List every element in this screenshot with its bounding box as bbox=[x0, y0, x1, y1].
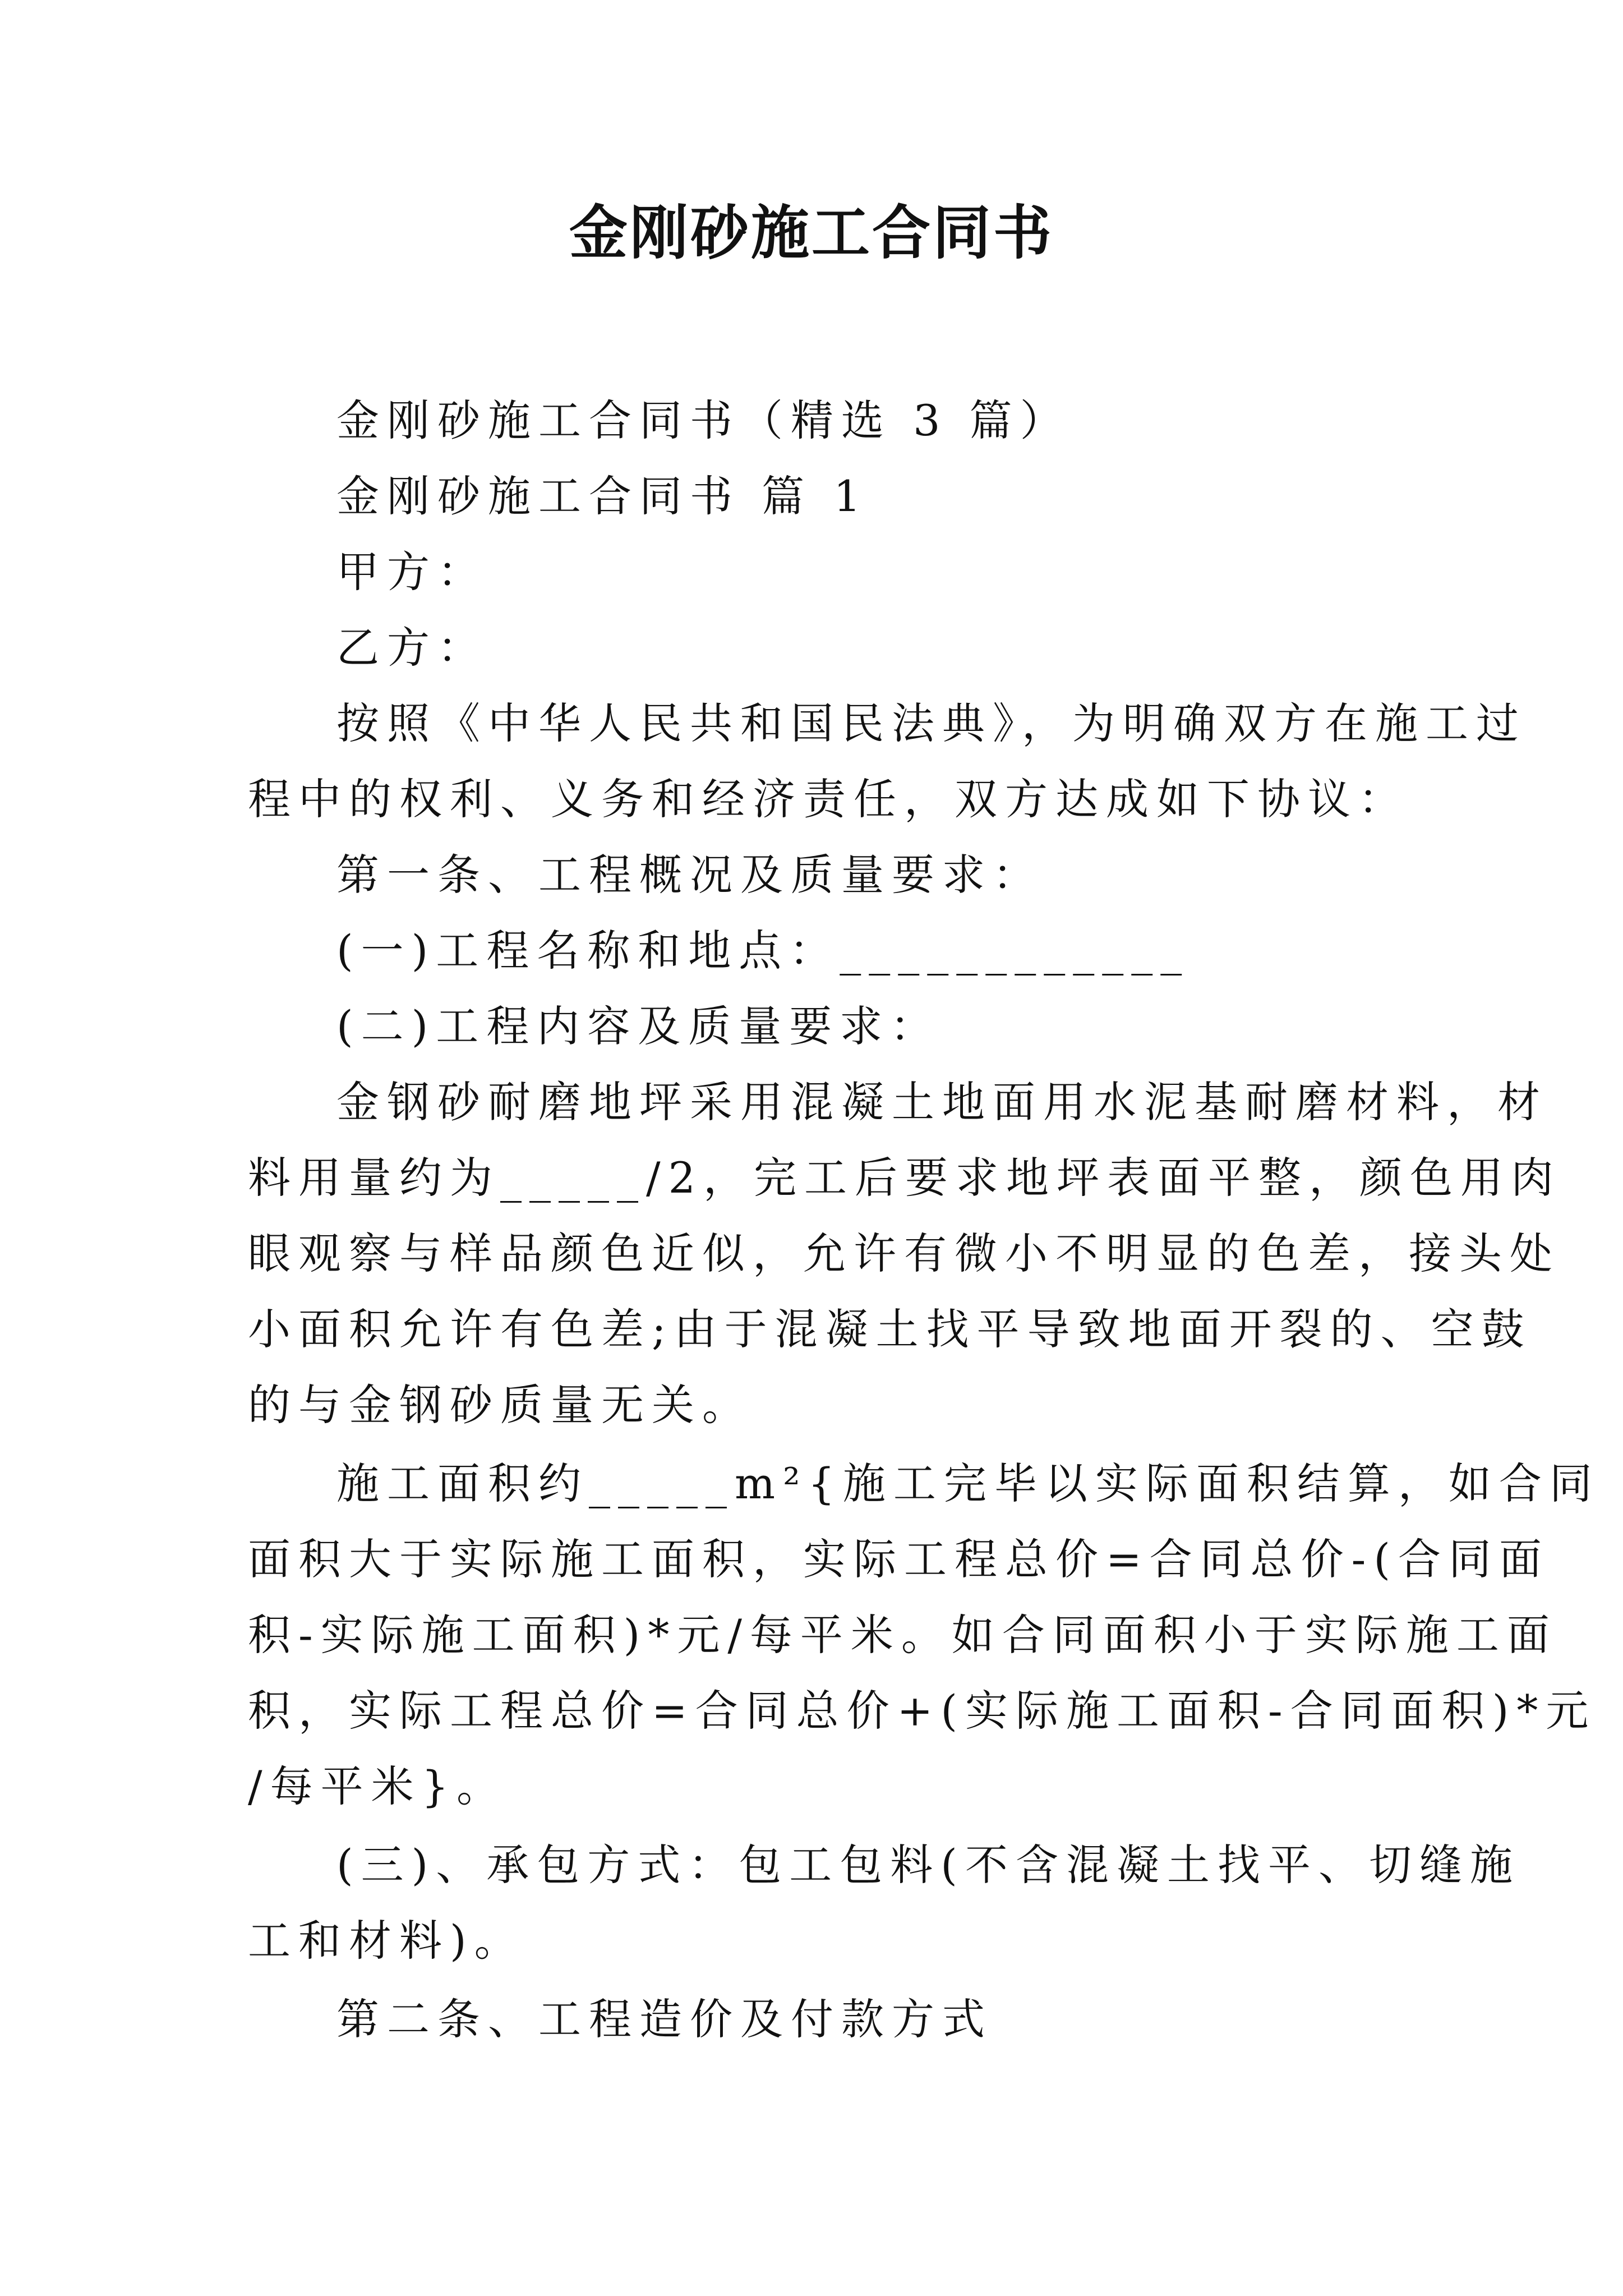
subtitle-line: 金刚砂施工合同书（精选 3 篇） bbox=[336, 395, 1071, 445]
party-b-line: 乙方： bbox=[336, 623, 488, 673]
paragraph-line: 眼观察与样品颜色近似，允许有微小不明显的色差，接头处 bbox=[248, 1228, 1560, 1278]
paragraph-line: 工和材料)。 bbox=[248, 1916, 525, 1966]
article-heading-line: 第一条、工程概况及质量要求： bbox=[336, 850, 1043, 900]
article-heading-line: 第二条、工程造价及付款方式 bbox=[336, 1994, 993, 2044]
document-title: 金刚砂施工合同书 bbox=[569, 198, 1054, 267]
paragraph-line: 料用量约为_____/2，完工后要求地坪表面平整，颜色用肉 bbox=[248, 1153, 1561, 1203]
paragraph-line: 面积大于实际施工面积，实际工程总价=合同总价-(合同面 bbox=[248, 1534, 1550, 1584]
paragraph-line: 按照《中华人民共和国民法典》，为明确双方在施工过 bbox=[336, 698, 1527, 748]
paragraph-line: (三)、承包方式：包工包料(不含混凝土找平、切缝施 bbox=[336, 1840, 1520, 1890]
paragraph-line: 积-实际施工面积)*元/每平米。如合同面积小于实际施工面 bbox=[248, 1610, 1557, 1660]
paragraph-line: 积，实际工程总价=合同总价+(实际施工面积-合同面积)*元 bbox=[248, 1686, 1597, 1736]
paragraph-line: /每平米}。 bbox=[248, 1761, 507, 1811]
clause-line: (二)工程内容及质量要求： bbox=[336, 1001, 941, 1051]
paragraph-line: 小面积允许有色差;由于混凝土找平导致地面开裂的、空鼓 bbox=[248, 1304, 1532, 1354]
paragraph-line: 程中的权利、义务和经济责任，双方达成如下协议： bbox=[248, 774, 1409, 824]
paragraph-line: 施工面积约_____m²{施工完毕以实际面积结算，如合同 bbox=[336, 1458, 1600, 1508]
party-a-line: 甲方： bbox=[336, 547, 488, 597]
paragraph-line: 的与金钢砂质量无关。 bbox=[248, 1380, 753, 1430]
paragraph-line: 金钢砂耐磨地坪采用混凝土地面用水泥基耐磨材料，材 bbox=[336, 1077, 1548, 1127]
clause-line: (一)工程名称和地点：____________ bbox=[336, 926, 1190, 976]
section-heading-line: 金刚砂施工合同书 篇 1 bbox=[336, 471, 869, 521]
